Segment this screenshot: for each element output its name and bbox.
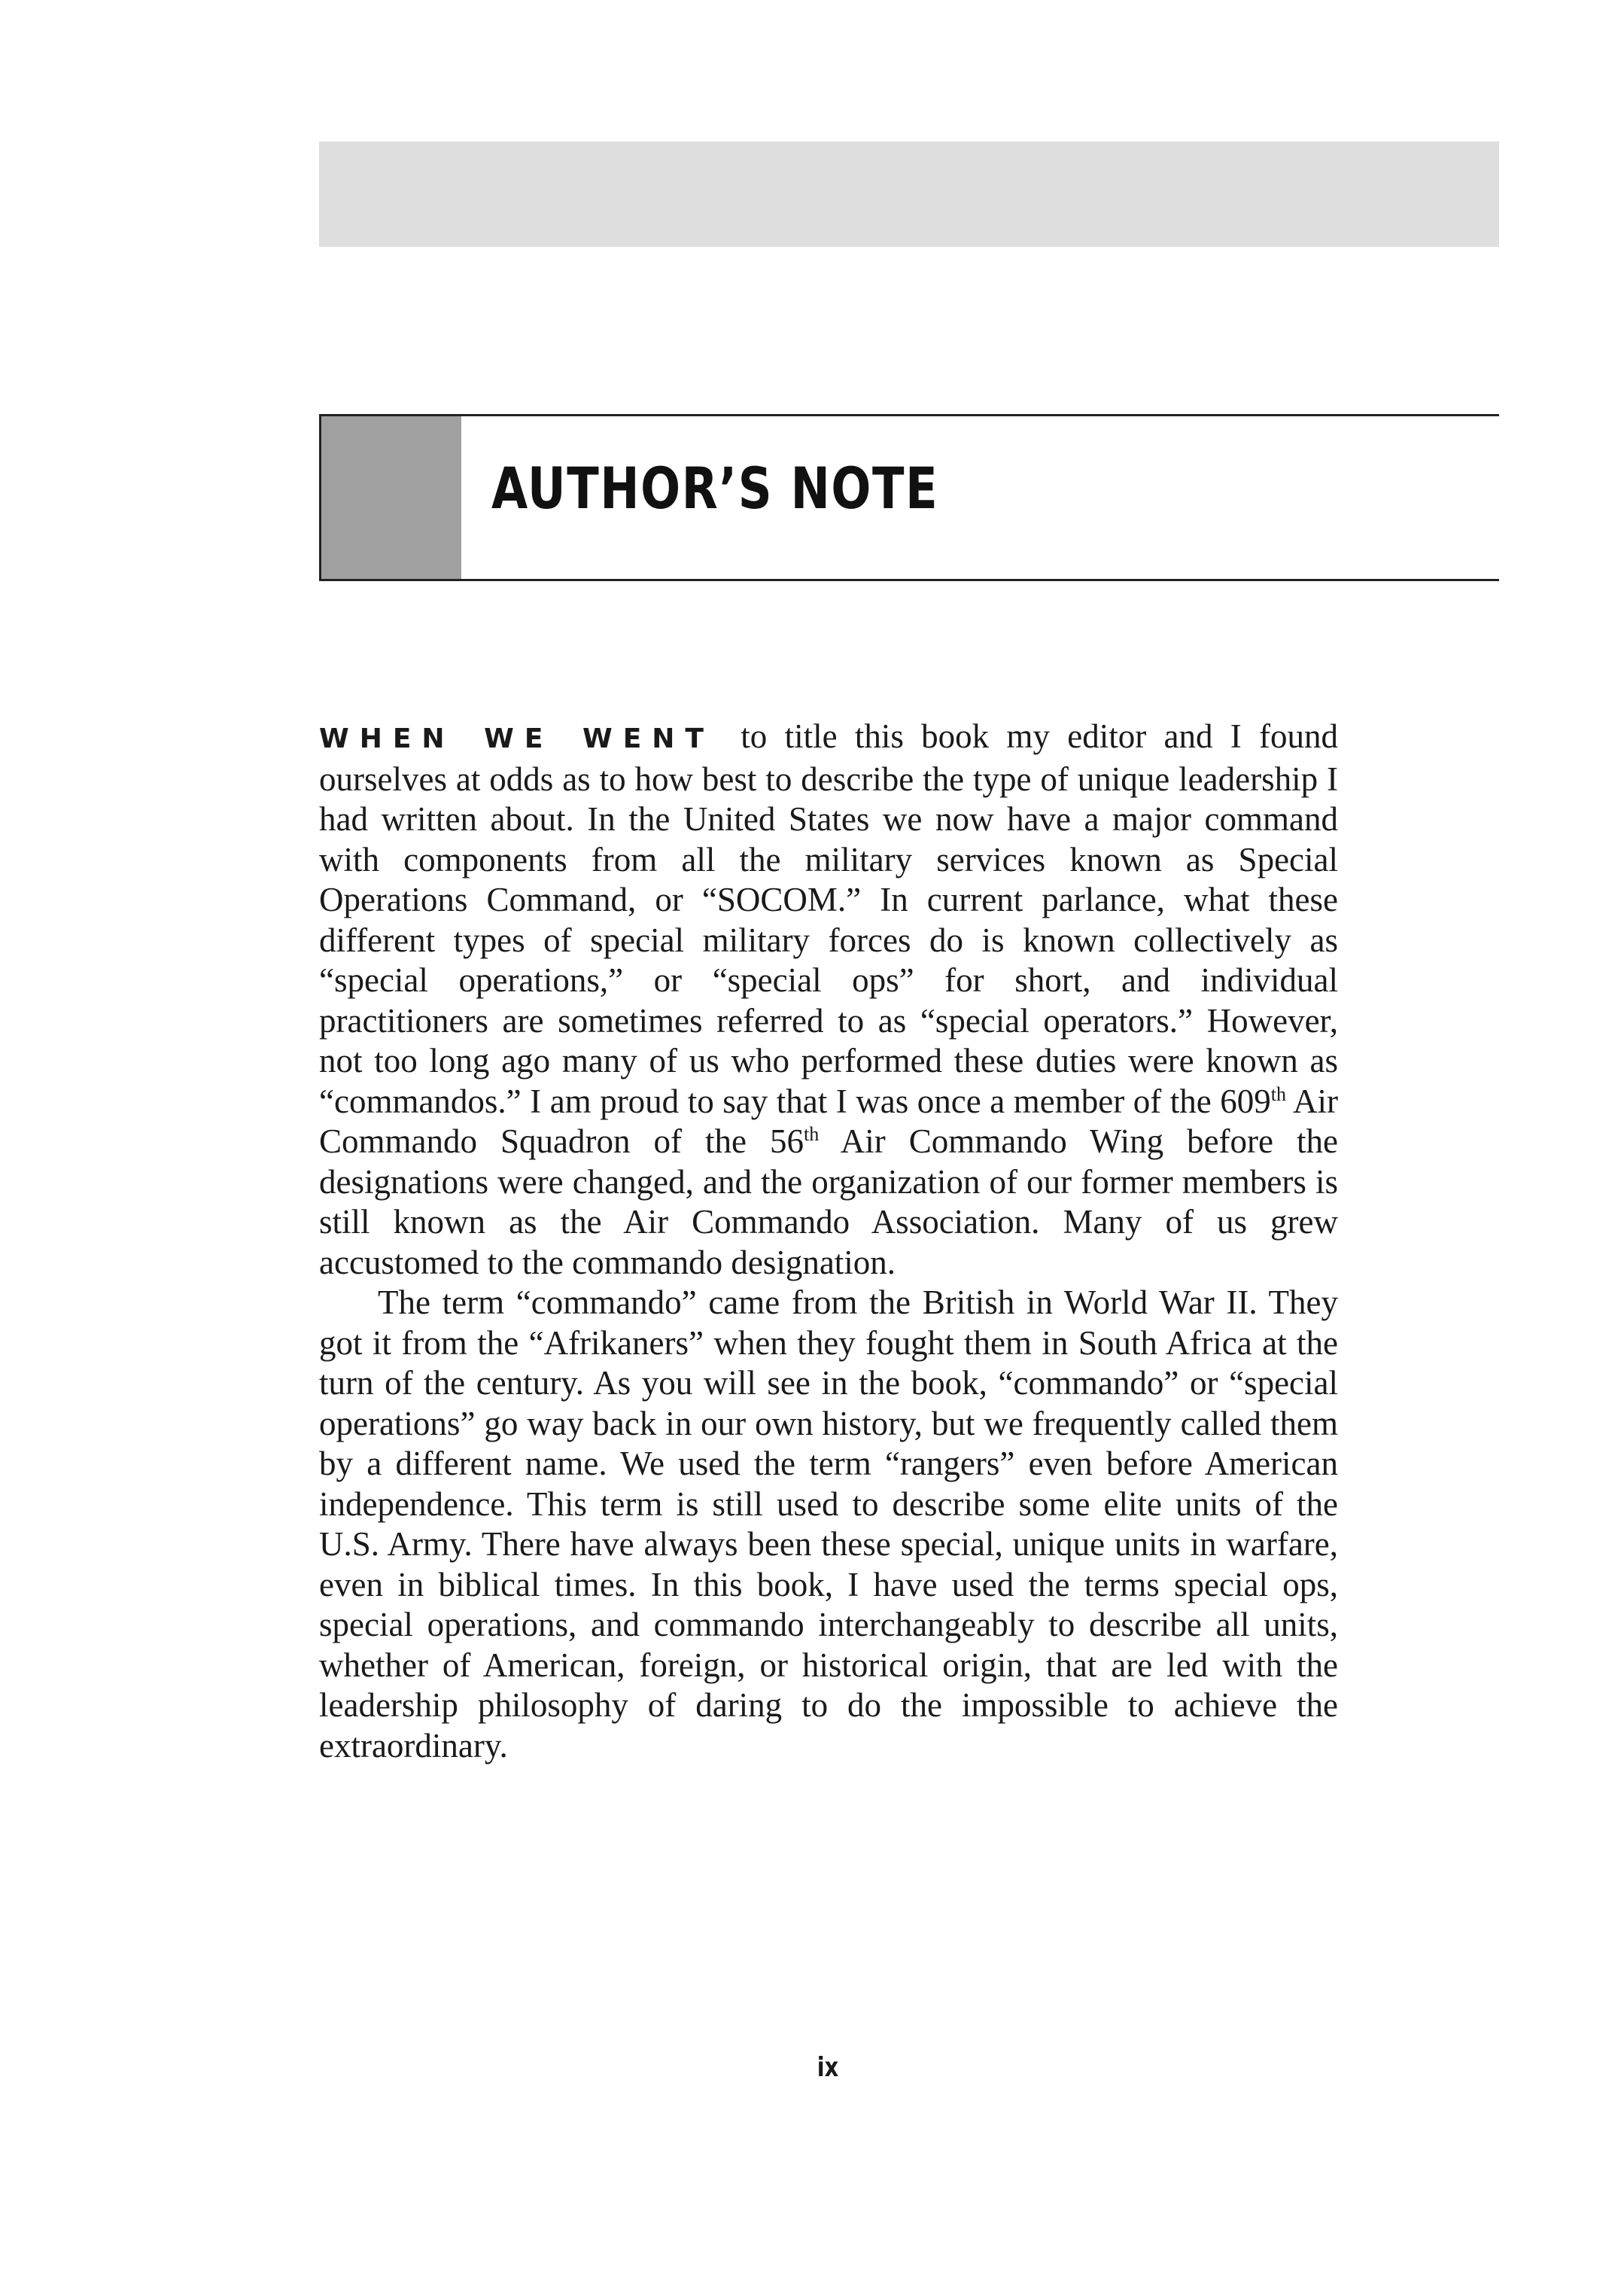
ordinal-suffix: th: [1270, 1083, 1286, 1105]
body-text: [319, 717, 1338, 1766]
title-accent-block: [321, 416, 461, 579]
lead-in: WHEN WE WENT: [319, 723, 714, 754]
chapter-title: AUTHOR’S NOTE: [491, 455, 939, 522]
paragraph-1: [319, 717, 1338, 1283]
chapter-title-box: [319, 414, 1499, 581]
header-band: [319, 142, 1499, 247]
paragraph-1-text-c: Air Commando Wing before the designations were changed, and the organization of our former members is still known as the Air Commando Association. Many of us grew accustomed to the commando designation.: [319, 1122, 1338, 1281]
paragraph-1-text-b: Air Commando Squadron of the 56: [319, 1082, 1338, 1160]
paragraph-2: The term “commando” came from the British in World War II. They got it from the “Afrikaners” when they fought them in South Africa at the turn of the century. As you will see in the book, “commando” or “special operations” go way back in our own history, but we frequently called them by a different name. We used the term “rangers” even before American independence. This term is still used to describe some elite units of the U.S. Army. There have always been these special, unique units in warfare, even in biblical times. In this book, I have used the terms special ops, special operations, and commando interchangeably to describe all units, whether of American, foreign, or historical origin, that are led with the leadership philosophy of daring to do the impossible to achieve the extraordinary.: [319, 1284, 1338, 1765]
paragraph-1-text-a: to title this book my editor and I found ourselves at odds as to how best to describe the type of unique leadership I had written about. In the United States we now have a major command with components from all the military services known as Special Operations Command, or “SOCOM.” In current parlance, what these different types of special military forces do is known collectively as “special operations,” or “special ops” for short, and individual practitioners are sometimes referred to as “special operators.” However, not too long ago many of us who performed these duties were known as “commandos.” I am proud to say that I was once a member of the 609: [319, 717, 1338, 1120]
ordinal-suffix: th: [803, 1123, 820, 1145]
page-number: ix: [817, 2052, 839, 2083]
